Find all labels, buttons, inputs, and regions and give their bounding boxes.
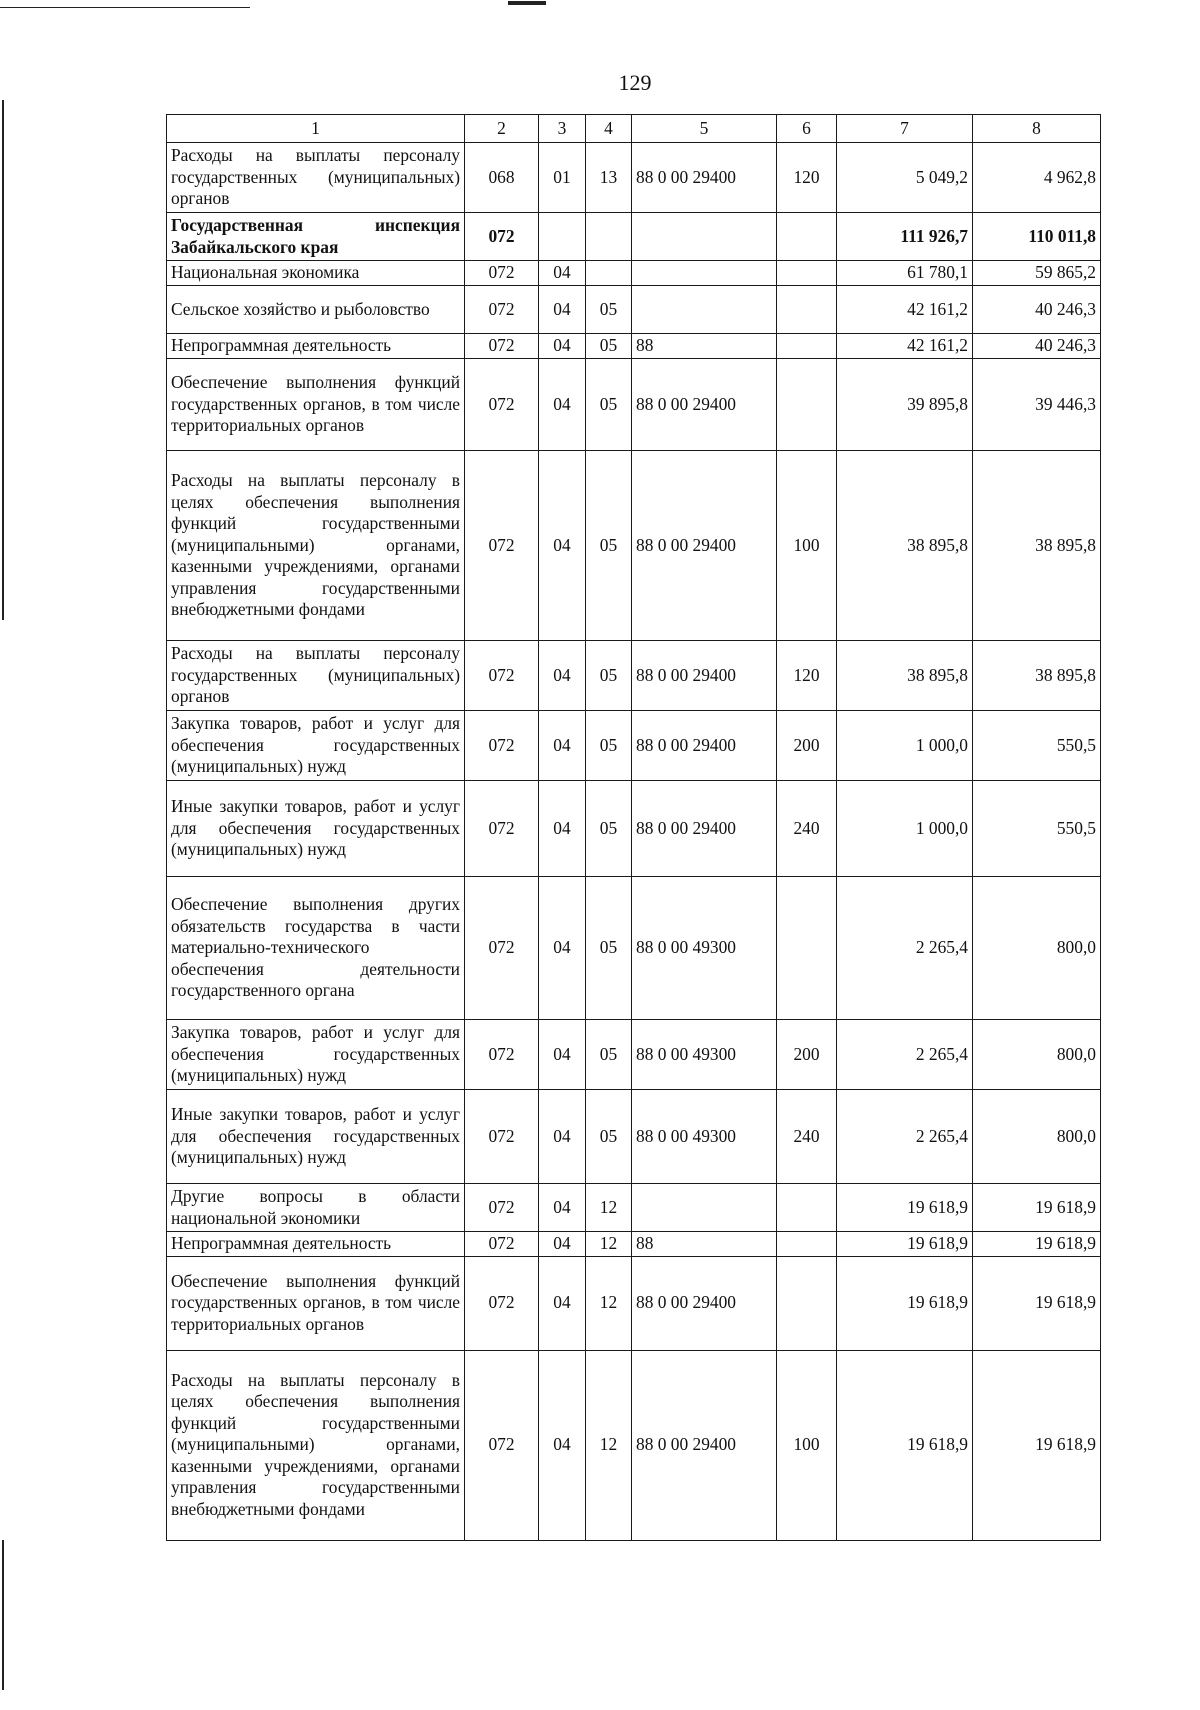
ministry-code: 072 — [465, 711, 539, 781]
amount-col-7: 2 265,4 — [837, 1090, 973, 1184]
item-name: Закупка товаров, работ и услуг для обеспечения государственных (муниципальных) нужд — [167, 1020, 465, 1090]
amount-col-8: 40 246,3 — [973, 286, 1101, 334]
item-name: Расходы на выплаты персоналу в целях обеспечения выполнения функций государственными (муниципальными) органами, казенными учреждениями, органами управления государственными внебюджетными фондами — [167, 451, 465, 641]
amount-col-8: 59 865,2 — [973, 261, 1101, 286]
amount-col-8: 19 618,9 — [973, 1256, 1101, 1350]
item-name: Расходы на выплаты персоналу государственных (муниципальных) органов — [167, 143, 465, 213]
target-article-code: 88 0 00 29400 — [632, 451, 777, 641]
section-code: 04 — [539, 781, 586, 877]
subsection-code — [586, 213, 632, 261]
target-article-code: 88 0 00 49300 — [632, 1090, 777, 1184]
subsection-code: 05 — [586, 641, 632, 711]
header-cell-1: 1 — [167, 115, 465, 143]
amount-col-8: 550,5 — [973, 781, 1101, 877]
item-name: Закупка товаров, работ и услуг для обеспечения государственных (муниципальных) нужд — [167, 711, 465, 781]
subsection-code — [586, 261, 632, 286]
expense-type-code — [777, 1184, 837, 1232]
item-name: Обеспечение выполнения функций государственных органов, в том числе территориальных органов — [167, 1256, 465, 1350]
amount-col-8: 19 618,9 — [973, 1184, 1101, 1232]
ministry-code: 072 — [465, 359, 539, 451]
subsection-code: 05 — [586, 1020, 632, 1090]
amount-col-7: 1 000,0 — [837, 781, 973, 877]
target-article-code: 88 0 00 49300 — [632, 877, 777, 1020]
target-article-code — [632, 1184, 777, 1232]
scan-edge-line-left-bottom — [2, 1540, 4, 1690]
subsection-code: 05 — [586, 1090, 632, 1184]
section-code: 04 — [539, 451, 586, 641]
ministry-code: 072 — [465, 781, 539, 877]
header-cell-2: 2 — [465, 115, 539, 143]
amount-col-8: 110 011,8 — [973, 213, 1101, 261]
subsection-code: 12 — [586, 1350, 632, 1540]
item-name: Обеспечение выполнения функций государственных органов, в том числе территориальных органов — [167, 359, 465, 451]
table-row — [167, 781, 1101, 877]
target-article-code — [632, 261, 777, 286]
scan-edge-line-top — [0, 7, 250, 8]
table-body — [167, 143, 1101, 1541]
expense-type-code: 100 — [777, 1350, 837, 1540]
item-name: Иные закупки товаров, работ и услуг для обеспечения государственных (муниципальных) нужд — [167, 1090, 465, 1184]
subsection-code: 05 — [586, 286, 632, 334]
amount-col-8: 40 246,3 — [973, 334, 1101, 359]
table-row — [167, 286, 1101, 334]
section-code: 04 — [539, 641, 586, 711]
item-name: Непрограммная деятельность — [167, 334, 465, 359]
amount-col-8: 800,0 — [973, 1020, 1101, 1090]
ministry-code: 072 — [465, 1256, 539, 1350]
amount-col-7: 19 618,9 — [837, 1232, 973, 1257]
expense-type-code: 200 — [777, 711, 837, 781]
table-row — [167, 334, 1101, 359]
target-article-code: 88 0 00 29400 — [632, 359, 777, 451]
amount-col-8: 4 962,8 — [973, 143, 1101, 213]
expense-type-code: 120 — [777, 641, 837, 711]
table-row — [167, 1256, 1101, 1350]
ministry-code: 072 — [465, 334, 539, 359]
item-name: Другие вопросы в области национальной экономики — [167, 1184, 465, 1232]
subsection-code: 12 — [586, 1232, 632, 1257]
expense-type-code — [777, 213, 837, 261]
header-cell-4: 4 — [586, 115, 632, 143]
amount-col-8: 19 618,9 — [973, 1232, 1101, 1257]
section-code: 04 — [539, 1232, 586, 1257]
target-article-code: 88 — [632, 1232, 777, 1257]
section-code: 04 — [539, 1256, 586, 1350]
ministry-code: 072 — [465, 1350, 539, 1540]
target-article-code: 88 0 00 49300 — [632, 1020, 777, 1090]
amount-col-8: 19 618,9 — [973, 1350, 1101, 1540]
scan-edge-line-left — [2, 100, 4, 620]
amount-col-8: 550,5 — [973, 711, 1101, 781]
header-cell-5: 5 — [632, 115, 777, 143]
expense-type-code — [777, 1256, 837, 1350]
amount-col-8: 38 895,8 — [973, 451, 1101, 641]
amount-col-7: 19 618,9 — [837, 1350, 973, 1540]
amount-col-8: 38 895,8 — [973, 641, 1101, 711]
page-number: 129 — [618, 70, 652, 95]
subsection-code: 05 — [586, 711, 632, 781]
table-row — [167, 1184, 1101, 1232]
subsection-code: 05 — [586, 334, 632, 359]
table-row — [167, 261, 1101, 286]
amount-col-7: 39 895,8 — [837, 359, 973, 451]
section-code: 04 — [539, 286, 586, 334]
budget-table — [166, 114, 1101, 1541]
ministry-code: 072 — [465, 1020, 539, 1090]
item-name: Иные закупки товаров, работ и услуг для обеспечения государственных (муниципальных) нужд — [167, 781, 465, 877]
section-code: 01 — [539, 143, 586, 213]
target-article-code: 88 0 00 29400 — [632, 641, 777, 711]
expense-type-code — [777, 334, 837, 359]
amount-col-7: 38 895,8 — [837, 641, 973, 711]
ministry-code: 072 — [465, 261, 539, 286]
ministry-code: 072 — [465, 1090, 539, 1184]
section-code: 04 — [539, 261, 586, 286]
header-cell-7: 7 — [837, 115, 973, 143]
section-code: 04 — [539, 711, 586, 781]
ministry-code: 068 — [465, 143, 539, 213]
section-code: 04 — [539, 1090, 586, 1184]
item-name: Национальная экономика — [167, 261, 465, 286]
expense-type-code: 240 — [777, 1090, 837, 1184]
item-name: Сельское хозяйство и рыболовство — [167, 286, 465, 334]
amount-col-7: 2 265,4 — [837, 1020, 973, 1090]
section-code — [539, 213, 586, 261]
target-article-code: 88 0 00 29400 — [632, 143, 777, 213]
header-cell-6: 6 — [777, 115, 837, 143]
subsection-code: 05 — [586, 781, 632, 877]
target-article-code: 88 0 00 29400 — [632, 1350, 777, 1540]
expense-type-code — [777, 1232, 837, 1257]
expense-type-code: 240 — [777, 781, 837, 877]
item-name: Расходы на выплаты персоналу государственных (муниципальных) органов — [167, 641, 465, 711]
subsection-code: 05 — [586, 877, 632, 1020]
section-code: 04 — [539, 359, 586, 451]
table-header — [167, 115, 1101, 143]
amount-col-7: 19 618,9 — [837, 1256, 973, 1350]
amount-col-7: 19 618,9 — [837, 1184, 973, 1232]
table-row — [167, 1350, 1101, 1540]
table-row — [167, 1090, 1101, 1184]
section-code: 04 — [539, 1020, 586, 1090]
target-article-code: 88 0 00 29400 — [632, 711, 777, 781]
section-code: 04 — [539, 1184, 586, 1232]
amount-col-7: 2 265,4 — [837, 877, 973, 1020]
item-name: Непрограммная деятельность — [167, 1232, 465, 1257]
header-cell-8: 8 — [973, 115, 1101, 143]
table-row — [167, 1232, 1101, 1257]
section-code: 04 — [539, 334, 586, 359]
expense-type-code — [777, 261, 837, 286]
amount-col-8: 800,0 — [973, 1090, 1101, 1184]
section-code: 04 — [539, 877, 586, 1020]
table-row — [167, 213, 1101, 261]
table-row — [167, 451, 1101, 641]
expense-type-code — [777, 286, 837, 334]
amount-col-7: 61 780,1 — [837, 261, 973, 286]
subsection-code: 12 — [586, 1184, 632, 1232]
header-cell-3: 3 — [539, 115, 586, 143]
amount-col-8: 800,0 — [973, 877, 1101, 1020]
subsection-code: 12 — [586, 1256, 632, 1350]
subsection-code: 05 — [586, 451, 632, 641]
expense-type-code: 200 — [777, 1020, 837, 1090]
item-name: Обеспечение выполнения других обязательств государства в части материально-технического обеспечения деятельности государственного органа — [167, 877, 465, 1020]
subsection-code: 05 — [586, 359, 632, 451]
amount-col-7: 42 161,2 — [837, 334, 973, 359]
table-row — [167, 359, 1101, 451]
ministry-code: 072 — [465, 286, 539, 334]
target-article-code — [632, 286, 777, 334]
amount-col-7: 1 000,0 — [837, 711, 973, 781]
target-article-code: 88 — [632, 334, 777, 359]
expense-type-code: 120 — [777, 143, 837, 213]
ministry-code: 072 — [465, 451, 539, 641]
amount-col-7: 42 161,2 — [837, 286, 973, 334]
expense-type-code — [777, 359, 837, 451]
amount-col-7: 38 895,8 — [837, 451, 973, 641]
expense-type-code — [777, 877, 837, 1020]
item-name: Расходы на выплаты персоналу в целях обеспечения выполнения функций государственными (муниципальными) органами, казенными учреждениями, органами управления государственными внебюджетными фондами — [167, 1350, 465, 1540]
ministry-code: 072 — [465, 641, 539, 711]
ministry-code: 072 — [465, 1184, 539, 1232]
section-code: 04 — [539, 1350, 586, 1540]
table-row — [167, 641, 1101, 711]
ministry-code: 072 — [465, 877, 539, 1020]
amount-col-8: 39 446,3 — [973, 359, 1101, 451]
subsection-code: 13 — [586, 143, 632, 213]
header-row — [167, 115, 1101, 143]
ministry-code: 072 — [465, 1232, 539, 1257]
amount-col-7: 5 049,2 — [837, 143, 973, 213]
table-row — [167, 711, 1101, 781]
item-name: Государственная инспекция Забайкальского края — [167, 213, 465, 261]
expense-type-code: 100 — [777, 451, 837, 641]
table-row — [167, 877, 1101, 1020]
target-article-code: 88 0 00 29400 — [632, 781, 777, 877]
target-article-code — [632, 213, 777, 261]
table-row — [167, 143, 1101, 213]
ministry-code: 072 — [465, 213, 539, 261]
scan-mark-top — [508, 1, 546, 5]
target-article-code: 88 0 00 29400 — [632, 1256, 777, 1350]
amount-col-7: 111 926,7 — [837, 213, 973, 261]
table-row — [167, 1020, 1101, 1090]
